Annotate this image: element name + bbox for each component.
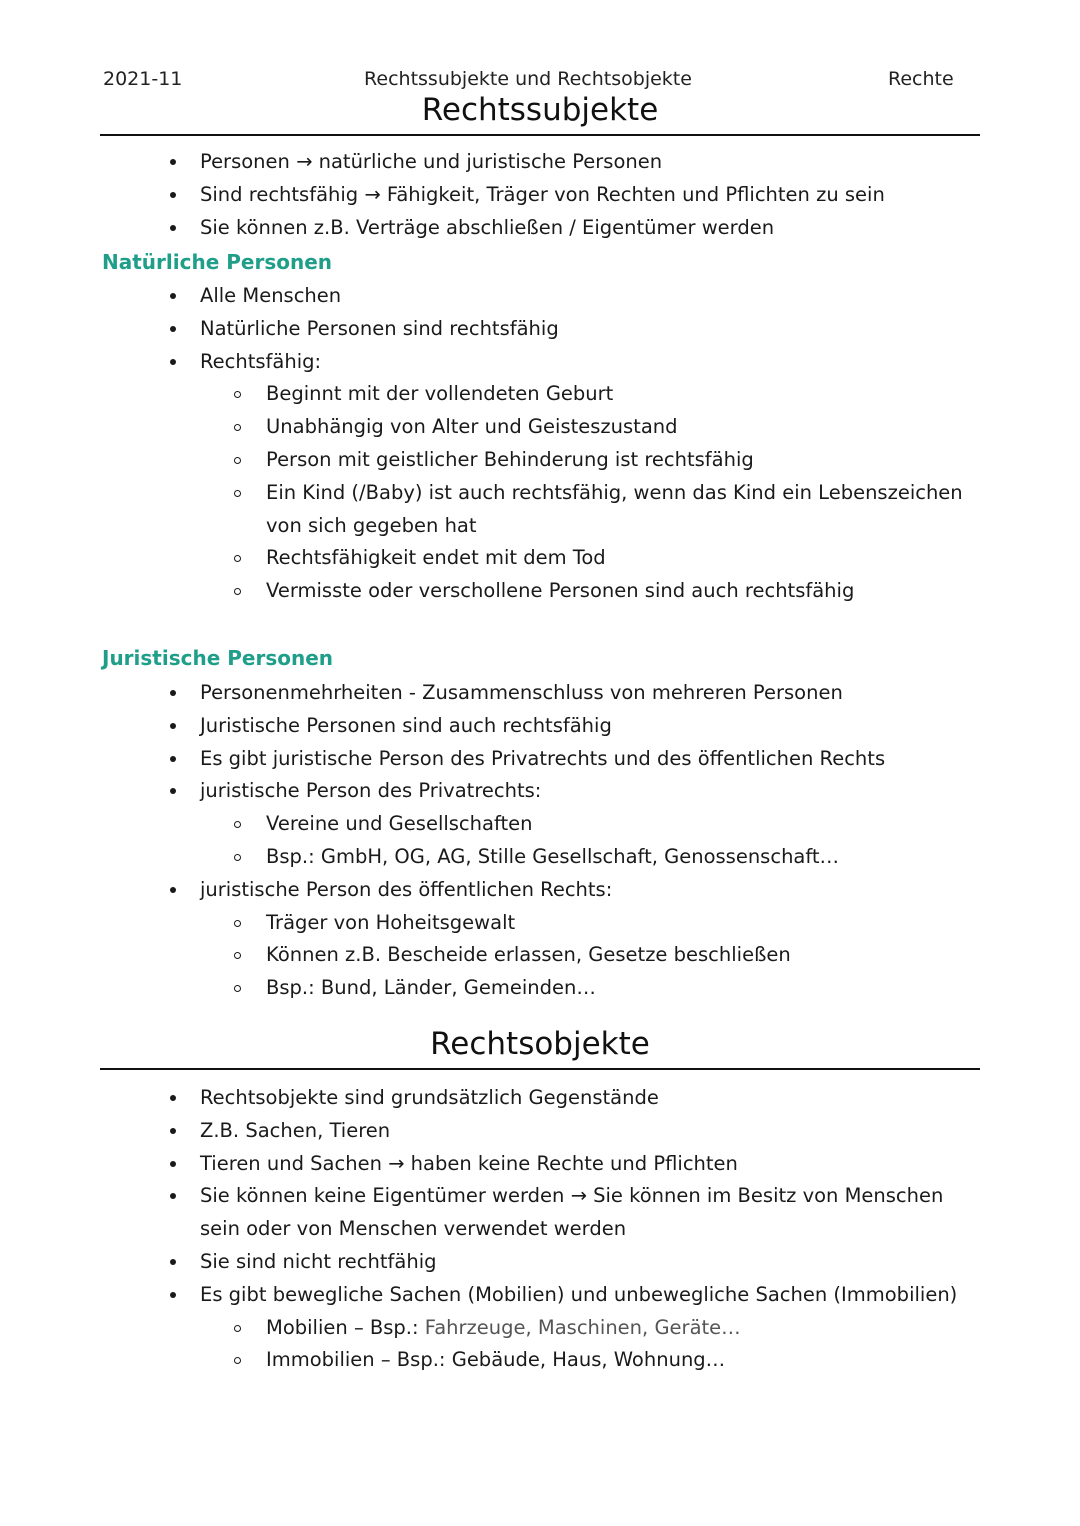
- list-item: Sie können keine Eigentümer werden → Sie können im Besitz von Menschen sein oder von Menschen verwendet werden: [0, 1180, 1080, 1246]
- list-item: Sind rechtsfähig → Fähigkeit, Träger von Rechten und Pflichten zu sein: [0, 179, 1080, 212]
- list-item: Personen → natürliche und juristische Personen: [0, 146, 1080, 179]
- sub-list-item: Person mit geistlicher Behinderung ist rechtsfähig: [0, 444, 1080, 477]
- header-date: 2021-11: [103, 68, 183, 90]
- heading-juristische-personen: Juristische Personen: [102, 646, 334, 670]
- sub-list-item: Vermisste oder verschollene Personen sind auch rechtsfähig: [0, 575, 1080, 608]
- heading-natuerliche-personen: Natürliche Personen: [102, 250, 332, 274]
- sub-item-prefix: Mobilien – Bsp.:: [266, 1315, 425, 1339]
- rechtssubjekte-list: [0, 146, 1080, 244]
- list-item: Natürliche Personen sind rechtsfähig: [0, 313, 1080, 346]
- list-item: juristische Person des Privatrechts:: [0, 775, 1080, 808]
- natural-persons-list: [0, 280, 1080, 608]
- list-item: Alle Menschen: [0, 280, 1080, 313]
- list-item: Sie können z.B. Verträge abschließen / Eigentümer werden: [0, 212, 1080, 245]
- juristic-persons-list: [0, 677, 1080, 1005]
- list-item: Personenmehrheiten - Zusammenschluss von mehreren Personen: [0, 677, 1080, 710]
- rechtsobjekte-list: [0, 1082, 1080, 1377]
- list-item: juristische Person des öffentlichen Rechts:: [0, 874, 1080, 907]
- list-item: Z.B. Sachen, Tieren: [0, 1115, 1080, 1148]
- list-item: Sie sind nicht rechtfähig: [0, 1246, 1080, 1279]
- section-title-text: Rechtsobjekte: [430, 1026, 650, 1062]
- list-item: Es gibt bewegliche Sachen (Mobilien) und unbewegliche Sachen (Immobilien): [0, 1279, 1080, 1312]
- list-item: Rechtsfähig:: [0, 346, 1080, 379]
- sub-list-item: Rechtsfähigkeit endet mit dem Tod: [0, 542, 1080, 575]
- sub-list-item: [0, 1344, 1080, 1377]
- sub-list-item: [0, 1312, 1080, 1345]
- list-item: Tieren und Sachen → haben keine Rechte und Pflichten: [0, 1148, 1080, 1181]
- list-item: Juristische Personen sind auch rechtsfähig: [0, 710, 1080, 743]
- sub-list-item: Ein Kind (/Baby) ist auch rechtsfähig, wenn das Kind ein Lebenszeichen von sich gegeben hat: [0, 477, 1080, 543]
- sub-list-item: Vereine und Gesellschaften: [0, 808, 1080, 841]
- sub-list-item: Unabhängig von Alter und Geisteszustand: [0, 411, 1080, 444]
- section-title-text: Rechtssubjekte: [421, 92, 659, 128]
- sub-list-item: Beginnt mit der vollendeten Geburt: [0, 378, 1080, 411]
- header-doc-title: Rechtssubjekte und Rechtsobjekte: [364, 68, 692, 90]
- sub-list-item: Träger von Hoheitsgewalt: [0, 907, 1080, 940]
- header-category: Rechte: [888, 68, 954, 90]
- section-title-rechtsobjekte: [100, 1026, 980, 1066]
- list-item: Rechtsobjekte sind grundsätzlich Gegenstände: [0, 1082, 1080, 1115]
- sub-item-examples: Fahrzeuge, Maschinen, Geräte…: [424, 1315, 741, 1339]
- section-title-rechtssubjekte: [100, 92, 980, 132]
- title-underline: [100, 1068, 980, 1070]
- title-underline: [100, 134, 980, 136]
- sub-list-item: Bsp.: GmbH, OG, AG, Stille Gesellschaft, Genossenschaft…: [0, 841, 1080, 874]
- sub-item-prefix: Immobilien – Bsp.:: [266, 1348, 452, 1372]
- sub-list-item: Bsp.: Bund, Länder, Gemeinden…: [0, 972, 1080, 1005]
- sub-item-examples: Gebäude, Haus, Wohnung…: [451, 1348, 726, 1372]
- sub-list-item: Können z.B. Bescheide erlassen, Gesetze beschließen: [0, 939, 1080, 972]
- list-item: Es gibt juristische Person des Privatrechts und des öffentlichen Rechts: [0, 743, 1080, 776]
